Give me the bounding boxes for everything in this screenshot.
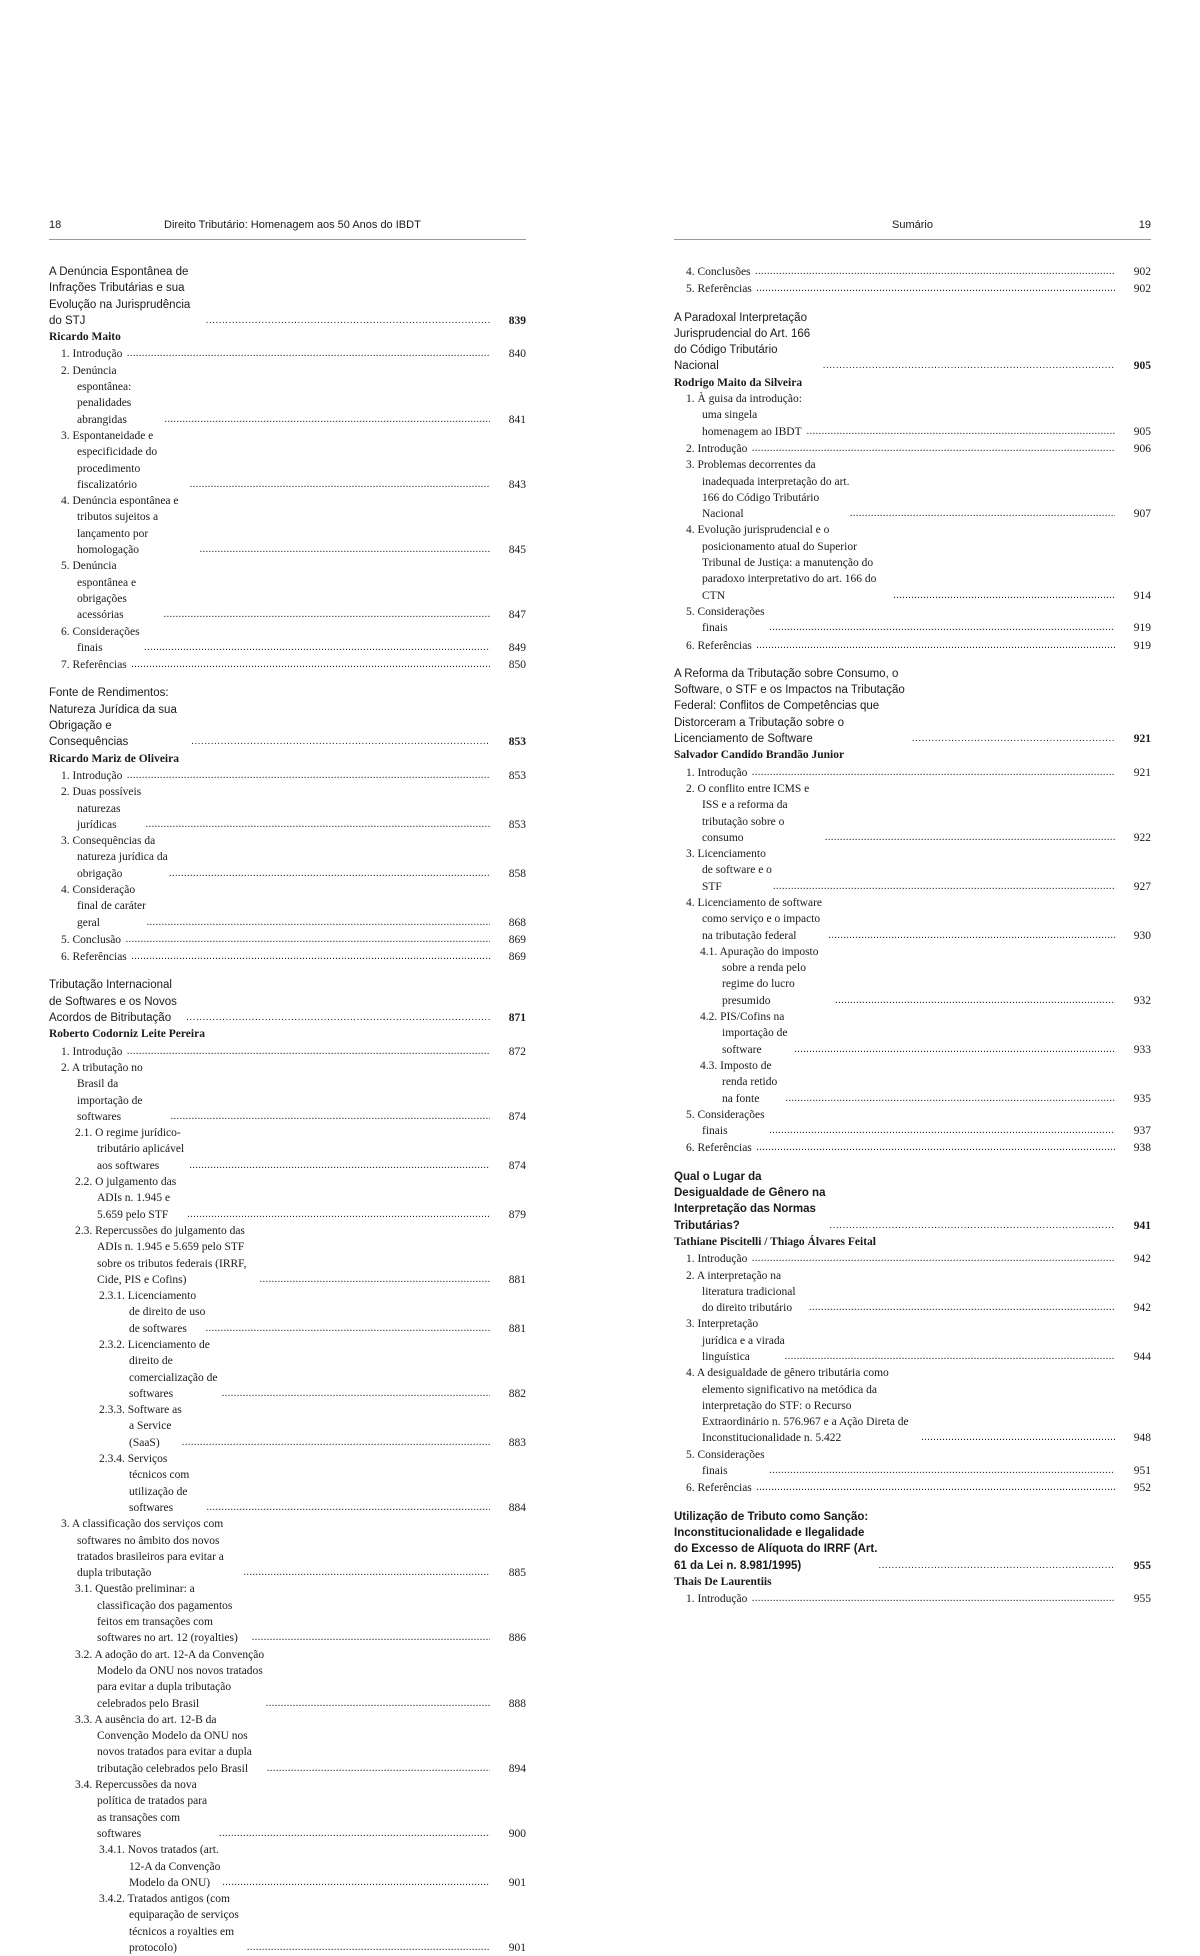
dot-leader [187,1206,490,1223]
toc-item[interactable] [674,1268,1151,1317]
entry-text: 3. Licenciamento de software e o STF [686,848,772,893]
toc-item[interactable] [49,784,526,833]
toc-item[interactable] [674,944,1151,1009]
table-of-contents [674,263,1151,1607]
entry-text: 1. Introdução [686,1593,748,1606]
toc-item[interactable] [49,1174,526,1223]
toc-item[interactable] [674,1107,1151,1140]
dot-leader [878,1557,1115,1574]
dot-leader [247,1939,490,1956]
entry-text: 6. Referências [686,1142,752,1155]
entry-text: 4.2. PIS/Cofins na importação de software [700,1011,788,1056]
toc-item[interactable] [49,1402,526,1451]
entry-text: 6. Referências [686,1482,752,1495]
entry-text: Qual o Lugar da Desigualdade de Gênero na Interpretação das Normas Tributárias? [674,1170,826,1232]
dot-leader [131,948,490,965]
entry-text: Utilização de Tributo como Sanção: Inconstitucionalidade e Ilegalidade do Excesso de Alíquota do IRRF (Art. 61 da Lei n. 8.981/1995) [674,1510,878,1572]
toc-item[interactable] [674,391,1151,440]
dot-leader [773,878,1115,895]
dot-leader [752,1250,1115,1267]
entry-text: 3. A classificação dos serviços com softwares no âmbito dos novos tratados brasileiros para evitar a dupla tributação [61,1518,224,1580]
page-ref: 888 [508,1697,526,1710]
dot-leader [809,1299,1115,1316]
dot-leader [144,639,490,656]
page-ref: 905 [1133,425,1151,438]
dot-leader [189,1157,490,1174]
entry-text: 2.3. Repercussões do julgamento das ADIs n. 1.945 e 5.659 pelo STF sobre os tributos federais (IRRF, Cide, PIS e Cofins) [75,1224,247,1286]
toc-item[interactable] [49,767,526,784]
page-ref: 879 [508,1208,526,1221]
dot-leader [756,1479,1115,1496]
page-ref: 853 [508,736,526,749]
dot-leader [222,1385,490,1402]
dot-leader [147,914,490,931]
page-ref: 881 [508,1322,526,1335]
chapter-author: Ricardo Maito [49,331,121,344]
entry-text: 1. Introdução [61,348,123,361]
page-ref: 927 [1133,880,1151,893]
toc-item[interactable] [49,931,526,948]
entry-text: 2.3.4. Serviços técnicos com utilização de softwares [99,1453,190,1514]
toc-item[interactable] [674,1365,1151,1446]
toc-item[interactable] [674,1058,1151,1107]
page-ref: 886 [508,1632,526,1645]
chapter-title[interactable] [674,310,1151,375]
entry-text: 4. A desigualdade de gênero tributária como elemento significativo na metódica da interpretação do STF: o Recurso Extraordinário n. 576.967 e a Ação Direta de Inconstitucionalidade n. 5.422 [686,1367,909,1445]
page-ref: 914 [1133,589,1151,602]
toc-item[interactable] [674,1590,1151,1607]
dot-leader [190,476,490,493]
toc-item[interactable] [49,1647,526,1712]
dot-leader [127,345,490,362]
dot-leader [191,733,490,750]
entry-text: 5. Referências [686,283,752,296]
dot-leader [165,411,490,428]
toc-item[interactable] [49,1516,526,1581]
dot-leader [921,1429,1115,1446]
page-ref: 948 [1133,1432,1151,1445]
page-ref: 905 [1133,360,1151,373]
dot-leader [219,1825,490,1842]
page-ref: 884 [508,1501,526,1514]
dot-leader [756,280,1115,297]
dot-leader [752,440,1115,457]
page-ref: 951 [1133,1465,1151,1478]
toc-item[interactable] [674,1316,1151,1365]
chapter-title[interactable] [49,685,526,750]
page-ref: 871 [508,1012,526,1025]
dot-leader [823,357,1115,374]
toc-item[interactable] [49,1223,526,1288]
entry-text: A Reforma da Tributação sobre Consumo, o Software, o STF e os Impactos na Tributação Federal: Conflitos de Competências que Distorceram a Tributação sobre o Licenciamento de Software [674,667,905,746]
page-ref: 937 [1133,1125,1151,1138]
toc-item[interactable] [49,1043,526,1060]
running-title: Direito Tributário: Homenagem aos 50 Anos do IBDT [164,219,421,231]
toc-item[interactable] [49,948,526,965]
running-header [49,217,526,240]
dot-leader [755,263,1115,280]
entry-text: 4. Licenciamento de software como serviço e o impacto na tributação federal [686,896,823,942]
entry-text: 1. Introdução [686,1253,748,1266]
entry-text: 2.2. O julgamento das ADIs n. 1.945 e 5.659 pelo STF [75,1176,177,1221]
dot-leader [206,312,490,329]
dot-leader [769,1122,1115,1139]
toc-item[interactable] [49,363,526,428]
dot-leader [127,767,490,784]
page-ref: 869 [508,933,526,946]
dot-leader [206,1499,490,1516]
dot-leader [794,1041,1115,1058]
toc-item[interactable] [49,1288,526,1337]
dot-leader [164,606,490,623]
page-ref: 883 [508,1436,526,1449]
entry-text: 1. Introdução [61,1045,123,1058]
page-ref: 869 [508,951,526,964]
toc-item[interactable] [674,457,1151,522]
entry-text: 2. Introdução [686,442,748,455]
chapter-author: Salvador Candido Brandão Junior [674,749,845,762]
entry-text: 4. Conclusões [686,266,751,278]
chapter-author: Rodrigo Maito da Silveira [674,376,803,389]
toc-item[interactable] [49,1891,526,1956]
entry-text: 6. Considerações finais [61,625,140,654]
page-ref: 845 [508,544,526,557]
page-ref: 901 [508,1876,526,1889]
dot-leader [206,1320,490,1337]
dot-leader [756,637,1115,654]
chapter-title[interactable] [674,1169,1151,1234]
entry-text: 2. Duas possíveis naturezas jurídicas [61,786,142,831]
entry-text: 4. Evolução jurisprudencial e o posicionamento atual do Superior Tribunal de Justiça: a manutenção do paradoxo interpretativo do art. 166 do CTN [686,524,877,602]
dot-leader [127,1043,490,1060]
dot-leader [828,927,1115,944]
page-number: 18 [49,219,62,231]
page-ref: 850 [508,659,526,672]
entry-text: 2. A tributação no Brasil da importação de softwares [61,1061,143,1123]
entry-text: 5. Conclusão [61,933,122,946]
page-ref: 955 [1133,1559,1151,1572]
toc-item[interactable] [674,263,1151,280]
toc-item[interactable] [674,522,1151,603]
dot-leader [769,619,1115,636]
toc-item[interactable] [49,1125,526,1174]
page-ref: 942 [1133,1253,1151,1266]
entry-text: 7. Referências [61,659,127,672]
entry-text: 6. Referências [61,951,127,964]
page-ref: 900 [508,1827,526,1840]
page-ref: 902 [1133,283,1151,296]
page-ref: 882 [508,1387,526,1400]
page-ref: 935 [1133,1092,1151,1105]
toc-item[interactable] [674,1479,1151,1496]
toc-item[interactable] [49,624,526,657]
page-ref: 921 [1133,766,1151,779]
toc-item[interactable] [49,1060,526,1125]
entry-text: 5. Denúncia espontânea e obrigações acessórias [61,560,137,622]
dot-leader [171,1108,490,1125]
page-ref: 840 [508,348,526,361]
dot-leader [785,1348,1115,1365]
page-ref: 901 [508,1941,526,1954]
chapter-title[interactable] [674,1509,1151,1574]
dot-leader [252,1629,490,1646]
toc-item[interactable] [49,833,526,882]
dot-leader [267,1760,490,1777]
chapter-title[interactable] [674,666,1151,747]
page-ref: 843 [508,478,526,491]
entry-text: 3. Interpretação jurídica e a virada linguística [686,1318,785,1363]
entry-text: 2. Denúncia espontânea: penalidades abrangidas [61,364,132,426]
entry-text: 3.4. Repercussões da nova política de tratados para as transações com softwares [75,1779,208,1840]
toc-item[interactable] [674,280,1151,297]
toc-item[interactable] [674,895,1151,944]
page-ref: 932 [1133,994,1151,1007]
dot-leader [222,1874,490,1891]
toc-item[interactable] [674,1250,1151,1267]
dot-leader [182,1434,490,1451]
dot-leader [807,423,1115,440]
running-title: Sumário [892,219,933,231]
page-ref: 922 [1133,831,1151,844]
entry-text: Tributação Internacional de Softwares e os Novos Acordos de Bitributação [49,979,177,1025]
entry-text: 5. Considerações finais [686,1108,765,1138]
dot-leader [752,764,1115,781]
toc-item[interactable] [49,656,526,673]
page-ref: 874 [508,1110,526,1123]
page-ref: 919 [1133,622,1151,635]
toc-item[interactable] [49,1581,526,1646]
page-ref: 881 [508,1273,526,1286]
toc-item[interactable] [49,1451,526,1516]
page-ref: 885 [508,1567,526,1580]
entry-text: 5. Considerações finais [686,605,765,635]
entry-text: Fonte de Rendimentos: Natureza Jurídica da sua Obrigação e Consequências [49,687,177,749]
page-ref: 938 [1133,1142,1151,1155]
page-ref: 894 [508,1762,526,1775]
toc-item[interactable] [674,440,1151,457]
page-ref: 853 [508,769,526,782]
toc-item[interactable] [49,1777,526,1842]
chapter-title[interactable] [49,977,526,1026]
page-ref: 858 [508,867,526,880]
page-ref: 944 [1133,1351,1151,1363]
entry-text: 4.1. Apuração do imposto sobre a renda pelo regime do lucro presumido [700,945,819,1007]
toc-item[interactable] [49,1842,526,1891]
toc-item[interactable] [674,1447,1151,1480]
dot-leader [850,505,1115,522]
dot-leader [893,587,1115,604]
entry-text: 2.3.1. Licenciamento de direito de uso de softwares [99,1290,206,1335]
page-ref: 847 [508,609,526,622]
dot-leader [186,1009,490,1026]
dot-leader [169,865,490,882]
toc-item[interactable] [49,493,526,558]
entry-text: 3. Espontaneidade e especificidade do procedimento fiscalizatório [61,429,158,491]
page-ref: 941 [1133,1219,1151,1232]
entry-text: 2.3.2. Licenciamento de direito de comercialização de softwares [99,1339,218,1400]
page-ref: 919 [1133,639,1151,652]
entry-text: A Paradoxal Interpretação Jurisprudencial do Art. 166 do Código Tributário Nacional [674,311,811,373]
entry-text: 3.3. A ausência do art. 12-B da Convenção Modelo da ONU nos novos tratados para evitar a dupla tributação celebrados pelo Brasil [75,1713,252,1775]
table-of-contents [49,264,526,1956]
page-ref: 841 [508,413,526,426]
entry-text: 1. Introdução [686,766,748,779]
entry-text: 3.2. A adoção do art. 12-A da Convenção Modelo da ONU nos novos tratados para evitar a dupla tributação celebrados pelo Brasil [75,1648,265,1710]
toc-item[interactable] [674,604,1151,637]
chapter-author: Ricardo Mariz de Oliveira [49,752,179,765]
dot-leader [146,816,490,833]
dot-leader [829,1217,1115,1234]
toc-item[interactable] [49,1337,526,1402]
page-ref: 849 [508,641,526,654]
entry-text: 1. Introdução [61,769,123,782]
toc-item[interactable] [49,345,526,362]
entry-text: 2. O conflito entre ICMS e ISS e a reforma da tributação sobre o consumo [686,782,810,844]
toc-item[interactable] [674,764,1151,781]
dot-leader [266,1695,490,1712]
page-ref: 930 [1133,929,1151,942]
entry-text: 5. Considerações finais [686,1448,765,1478]
entry-text: 4. Denúncia espontânea e tributos sujeitos a lançamento por homologação [61,495,179,557]
page-ref: 868 [508,916,526,929]
entry-text: 3.4.1. Novos tratados (art. 12-A da Convenção Modelo da ONU) [99,1844,221,1889]
page-ref: 839 [508,314,526,327]
page-ref: 952 [1133,1482,1151,1495]
entry-text: 3. Problemas decorrentes da inadequada interpretação do art. 166 do Código Tributário Nacional [686,459,850,521]
page-ref: 942 [1133,1302,1151,1315]
dot-leader [243,1564,490,1581]
page-ref: 907 [1133,508,1151,521]
entry-text: 2.3.3. Software as a Service (SaaS) [99,1404,182,1449]
page-ref: 955 [1133,1593,1151,1606]
dot-leader [126,931,490,948]
chapter-author: Tathiane Piscitelli / Thiago Álvares Feital [674,1235,876,1248]
dot-leader [912,730,1115,747]
running-header [674,217,1151,240]
toc-item[interactable] [49,558,526,623]
dot-leader [260,1271,490,1288]
entry-text: 3.4.2. Tratados antigos (com equiparação de serviços técnicos a royalties em protocolo) [99,1893,239,1954]
entry-text: 2. A interpretação na literatura tradicional do direito tributário [686,1269,796,1315]
page-ref: 902 [1133,266,1151,278]
dot-leader [769,1462,1115,1479]
toc-item[interactable] [674,637,1151,654]
page-ref: 874 [508,1159,526,1172]
entry-text: A Denúncia Espontânea de Infrações Tributárias e sua Evolução na Jurisprudência do STJ [49,266,191,327]
dot-leader [752,1590,1115,1607]
dot-leader [200,541,490,558]
toc-item[interactable] [674,846,1151,895]
toc-item[interactable] [674,781,1151,846]
entry-text: 3. Consequências da natureza jurídica da obrigação [61,835,168,880]
dot-leader [825,829,1115,846]
page-number: 19 [1138,219,1151,231]
chapter-author: Roberto Codorniz Leite Pereira [49,1028,205,1041]
toc-item[interactable] [674,1009,1151,1058]
chapter-author: Thais De Laurentiis [674,1575,772,1588]
toc-item[interactable] [674,1139,1151,1156]
page-ref: 853 [508,818,526,831]
page-ref: 872 [508,1045,526,1058]
dot-leader [756,1139,1115,1156]
toc-item[interactable] [49,428,526,493]
page-ref: 933 [1133,1043,1151,1056]
dot-leader [785,1090,1115,1107]
entry-text: 3.1. Questão preliminar: a classificação dos pagamentos feitos em transações com softwares no art. 12 (royalties) [75,1583,238,1645]
entry-text: 6. Referências [686,639,752,652]
dot-leader [835,992,1115,1009]
entry-text: 1. À guisa da introdução: uma singela homenagem ao IBDT [686,393,802,438]
page-ref: 921 [1133,733,1151,746]
toc-item[interactable] [49,1712,526,1777]
entry-text: 4.3. Imposto de renda retido na fonte [700,1059,778,1105]
entry-text: 4. Consideração final de caráter geral [61,883,146,929]
dot-leader [131,656,490,673]
entry-text: 2.1. O regime jurídico-tributário aplicável aos softwares [75,1127,185,1172]
page-ref: 906 [1133,442,1151,455]
toc-item[interactable] [49,882,526,931]
chapter-title[interactable] [49,264,526,329]
